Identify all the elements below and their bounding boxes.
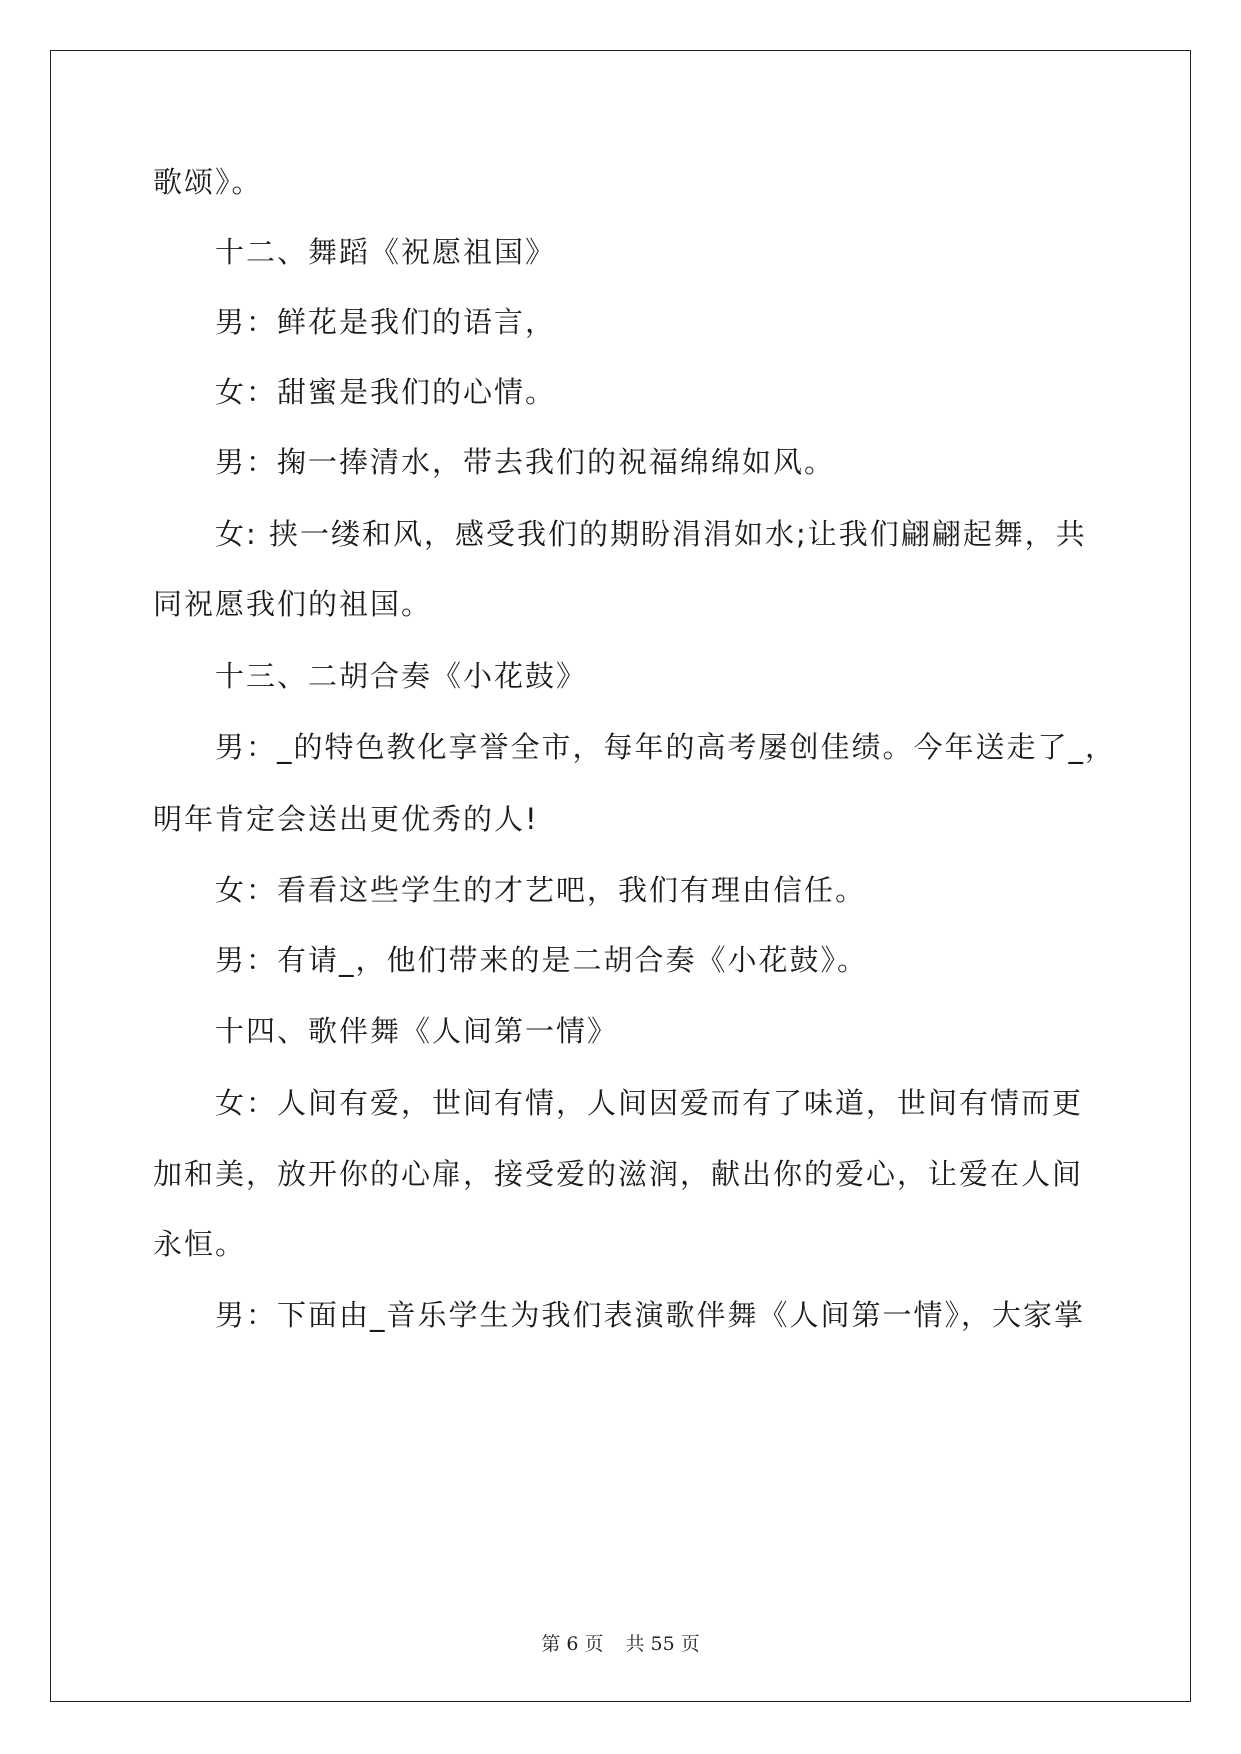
text-line: 男：下面由_音乐学生为我们表演歌伴舞《人间第一情》，大家掌 — [215, 1298, 1086, 1332]
text-line: 男：有请_，他们带来的是二胡合奏《小花鼓》。 — [215, 943, 869, 977]
page-number: 第 6 页 — [541, 1633, 604, 1655]
text-line: 男：掬一捧清水，带去我们的祝福绵绵如风。 — [215, 445, 836, 479]
section-heading: 十二、舞蹈《祝愿祖国》 — [215, 235, 557, 269]
section-heading: 十三、二胡合奏《小花鼓》 — [215, 659, 588, 693]
text-line: 加和美，放开你的心扉，接受爱的滋润，献出你的爱心，让爱在人间 — [153, 1157, 1084, 1191]
text-line: 女：人间有爱，世间有情，人间因爱而有了味道，世间有情而更 — [215, 1086, 1084, 1120]
text-line: 明年肯定会送出更优秀的人! — [153, 802, 539, 836]
text-line: 男：鲜花是我们的语言， — [215, 305, 557, 339]
text-line: 永恒。 — [153, 1227, 247, 1261]
text-line: 女: 挟一缕和风，感受我们的期盼涓涓如水;让我们翩翩起舞，共 — [215, 517, 1087, 551]
text-line: 歌颂》。 — [153, 165, 263, 199]
page-footer — [0, 1629, 1241, 1656]
text-line: 男：_的特色教化享誉全市，每年的高考屡创佳绩。今年送走了_， — [215, 730, 1117, 764]
text-line: 同祝愿我们的祖国。 — [153, 587, 433, 621]
text-line: 女：甜蜜是我们的心情。 — [215, 375, 557, 409]
section-heading: 十四、歌伴舞《人间第一情》 — [215, 1014, 619, 1048]
page-total: 共 55 页 — [625, 1633, 700, 1655]
text-line: 女：看看这些学生的才艺吧，我们有理由信任。 — [215, 873, 867, 907]
